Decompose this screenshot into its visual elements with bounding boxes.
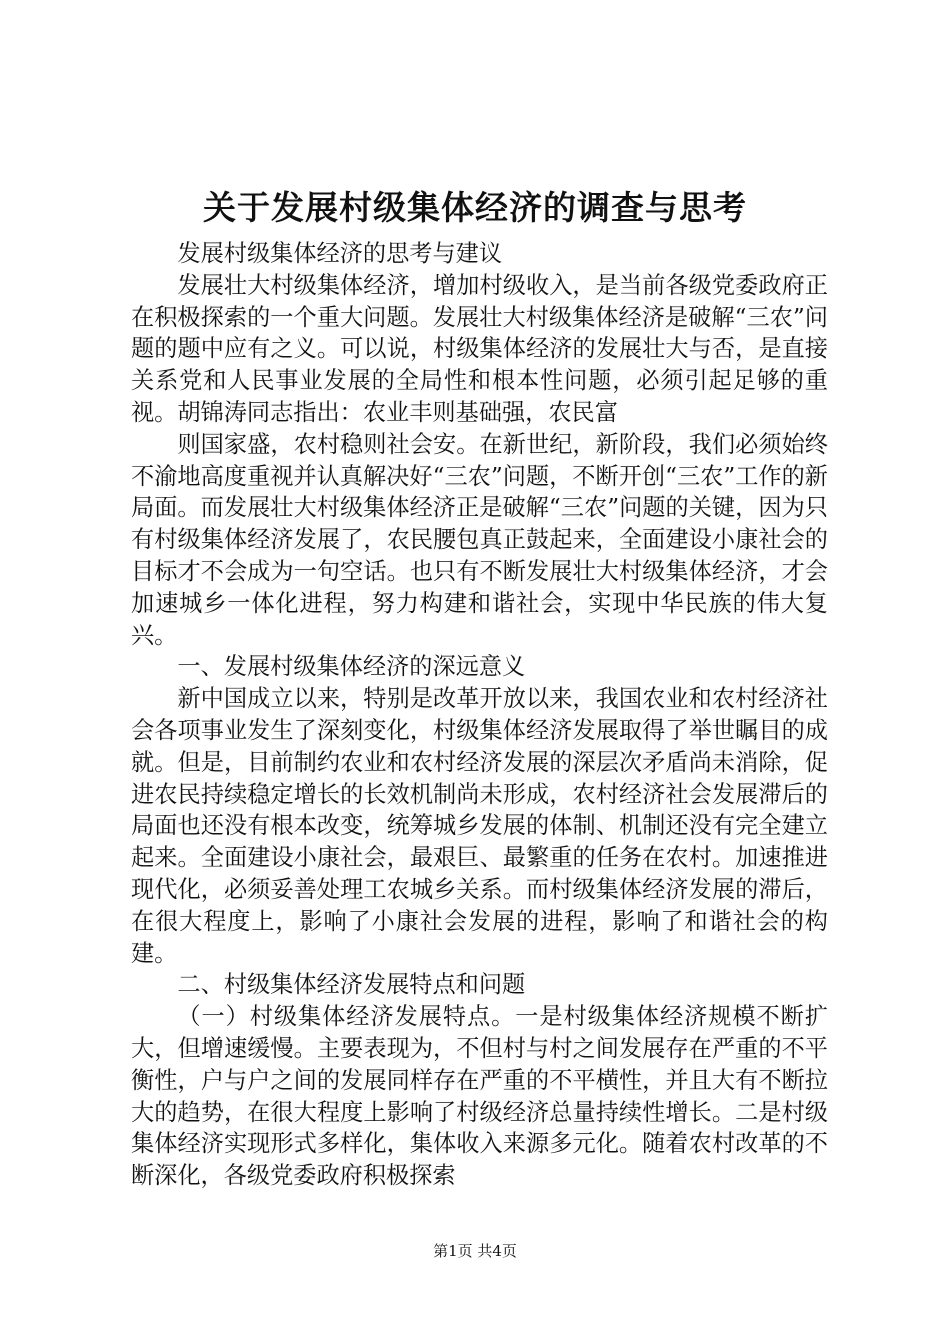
paragraph-significance: 新中国成立以来，特别是改革开放以来，我国农业和农村经济社会各项事业发生了深刻变化，村级集体经济发展取得了举世瞩目的成就。但是，目前制约农业和农村经济发展的深层次矛盾尚未消除，促进农民持续稳定增长的长效机制尚未形成，农村经济社会发展滞后的局面也还没有根本改变，统筹城乡发展的体制、机制还没有完全建立起来。全面建设小康社会，最艰巨、最繁重的任务在农村。加速推进现代化，必须妥善处理工农城乡关系。而村级集体经济发展的滞后，在很大程度上，影响了小康社会发展的进程，影响了和谐社会的构建。 [131, 685, 828, 967]
paragraph-characteristics: （一）村级集体经济发展特点。一是村级集体经济规模不断扩大，但增速缓慢。主要表现为，不但村与村之间发展存在严重的不平衡性，户与户之间的发展同样存在严重的不平横性，并且大有不断拉大的趋势，在很大程度上影响了村级经济总量持续性增长。二是村级集体经济实现形式多样化，集体收入来源多元化。随着农村改革的不断深化，各级党委政府积极探索 [131, 1003, 828, 1190]
paragraph-intro: 发展壮大村级集体经济，增加村级收入，是当前各级党委政府正在积极探索的一个重大问题。发展壮大村级集体经济是破解“三农”问题的题中应有之义。可以说，村级集体经济的发展壮大与否，是直接关系党和人民事业发展的全局性和根本性问题，必须引起足够的重视。胡锦涛同志指出：农业丰则基础强，农民富 [131, 271, 828, 426]
paragraph-continuation: 则国家盛，农村稳则社会安。在新世纪，新阶段，我们必须始终不渝地高度重视并认真解决好“三农”问题，不断开创“三农”工作的新局面。而发展壮大村级集体经济正是破解“三农”问题的关键，因为只有村级集体经济发展了，农民腰包真正鼓起来，全面建设小康社会的目标才不会成为一句空话。也只有不断发展壮大村级集体经济，才会加速城乡一体化进程，努力构建和谐社会，实现中华民族的伟大复兴。 [131, 430, 828, 649]
document-title: 关于发展村级集体经济的调查与思考 [203, 188, 747, 227]
paragraph-subtitle: 发展村级集体经济的思考与建议 [177, 240, 503, 267]
page-footer: 第1页 共4页 [433, 1242, 517, 1260]
section-heading-2: 二、村级集体经济发展特点和问题 [177, 971, 526, 999]
document-body [131, 238, 828, 1192]
section-heading-1: 一、发展村级集体经济的深远意义 [177, 653, 526, 681]
